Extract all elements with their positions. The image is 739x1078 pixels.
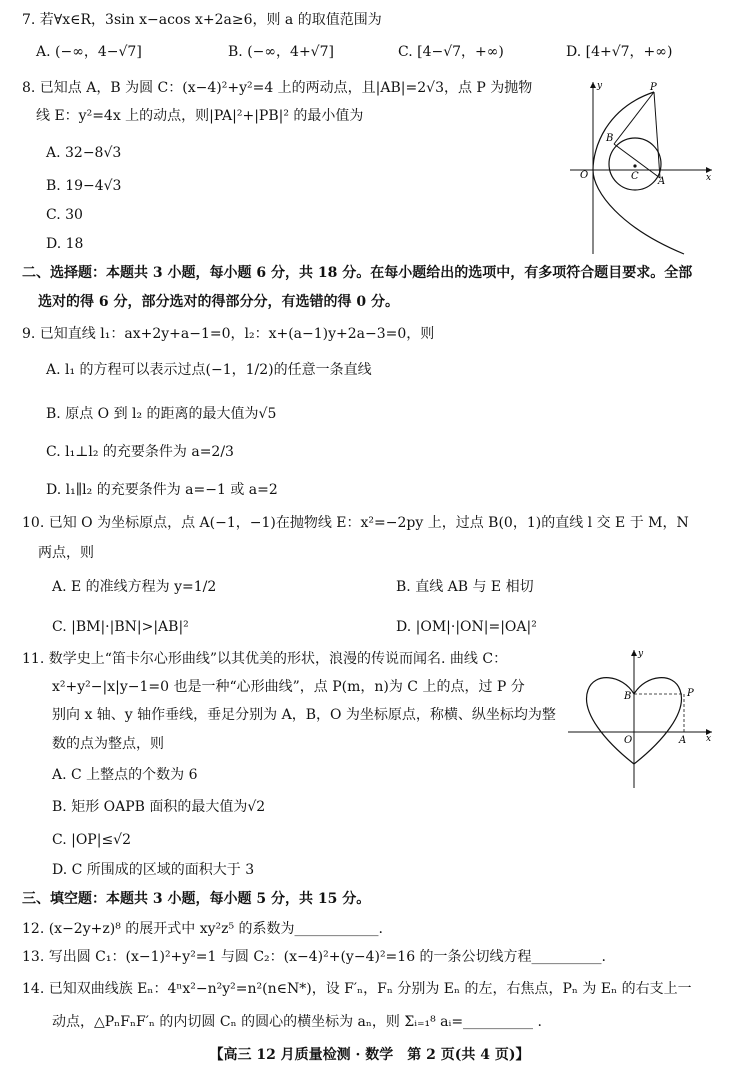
- q8-label-b: B: [606, 133, 614, 144]
- q8-label-a: A: [658, 176, 666, 187]
- q14-stem-line2: 动点，△PₙFₙF′ₙ 的内切圆 Cₙ 的圆心的横坐标为 aₙ，则 Σᵢ₌₁⁸ aᵢ=__________ .: [52, 1014, 542, 1030]
- q10-option-a: A. E 的准线方程为 y=1/2: [52, 579, 217, 595]
- q8-label-x: x: [706, 173, 712, 183]
- q8-label-c: C: [631, 171, 639, 182]
- q11-option-b: B. 矩形 OAPB 面积的最大值为√2: [52, 799, 266, 815]
- q7-option-a: A. (−∞，4−√7]: [36, 44, 142, 60]
- q11-option-d: D. C 所围成的区域的面积大于 3: [52, 862, 255, 878]
- page-footer: 【高三 12 月质量检测 · 数学 第 2 页(共 4 页)】: [209, 1047, 530, 1063]
- q11-stem-line1: 11. 数学史上“笛卡尔心形曲线”以其优美的形状，浪漫的传说而闻名. 曲线 C：: [22, 651, 508, 667]
- q7-option-c: C. [4−√7，+∞): [398, 44, 504, 60]
- q14-stem-line1: 14. 已知双曲线族 Eₙ：4ⁿx²−n²y²=n²(n∈N*)，设 F′ₙ，Fₙ 分别为 Eₙ 的左，右焦点，Pₙ 为 Eₙ 的右支上一: [22, 981, 692, 997]
- q8-label-y: y: [597, 81, 603, 91]
- q10-stem-line1: 10. 已知 O 为坐标原点，点 A(−1，−1)在抛物线 E：x²=−2py 上，过点 B(0，1)的直线 l 交 E 于 M，N: [22, 515, 689, 531]
- section2-heading-line2: 选对的得 6 分，部分选对的得部分分，有选错的得 0 分。: [38, 294, 399, 310]
- q8-label-o: O: [580, 170, 589, 181]
- q11-option-a: A. C 上整点的个数为 6: [52, 767, 198, 783]
- q8-y-axis-arrow: [590, 82, 596, 88]
- q8-segment-pa: [654, 92, 660, 178]
- q11-label-y: y: [638, 649, 644, 659]
- section2-heading-line1: 二、选择题：本题共 3 小题，每小题 6 分，共 18 分。在每小题给出的选项中，有多项符合题目要求。全部: [22, 265, 693, 281]
- q11-y-axis-arrow: [631, 650, 637, 656]
- q9-option-d: D. l₁∥l₂ 的充要条件为 a=−1 或 a=2: [46, 482, 278, 498]
- q10-option-b: B. 直线 AB 与 E 相切: [396, 579, 534, 595]
- q12-stem: 12. (x−2y+z)⁸ 的展开式中 xy²z⁵ 的系数为____________.: [22, 921, 384, 937]
- q11-option-c: C. |OP|≤√2: [52, 832, 132, 848]
- q9-option-b: B. 原点 O 到 l₂ 的距离的最大值为√5: [46, 406, 277, 422]
- q8-center-point: [633, 164, 636, 167]
- q11-label-b: B: [624, 691, 632, 702]
- q9-stem: 9. 已知直线 l₁：ax+2y+a−1=0，l₂：x+(a−1)y+2a−3=0，则: [22, 326, 435, 342]
- q11-label-o: O: [624, 735, 633, 746]
- q8-parabola-circle-figure: [566, 78, 716, 258]
- q9-option-a: A. l₁ 的方程可以表示过点(−1，1/2)的任意一条直线: [46, 362, 372, 378]
- q8-stem-line2: 线 E：y²=4x 上的动点，则|PA|²+|PB|² 的最小值为: [36, 108, 364, 124]
- q11-heart-curve-figure: [566, 646, 716, 790]
- q8-stem-line1: 8. 已知点 A，B 为圆 C：(x−4)²+y²=4 上的两动点，且|AB|=2√3，点 P 为抛物: [22, 80, 533, 96]
- q8-label-p: P: [650, 82, 657, 93]
- q11-label-a: A: [679, 735, 687, 746]
- q11-label-x: x: [706, 734, 712, 744]
- q10-option-c: C. |BM|·|BN|>|AB|²: [52, 619, 189, 635]
- q11-stem-line2: x²+y²−|x|y−1=0 也是一种“心形曲线”，点 P(m，n)为 C 上的点，过 P 分: [52, 679, 525, 695]
- q8-segment-pb: [614, 92, 654, 144]
- q8-option-a: A. 32−8√3: [46, 145, 122, 161]
- q13-stem: 13. 写出圆 C₁：(x−1)²+y²=1 与圆 C₂：(x−4)²+(y−4)²=16 的一条公切线方程__________.: [22, 949, 607, 965]
- q11-stem-line4: 数的点为整点，则: [52, 736, 164, 752]
- q10-stem-line2: 两点，则: [38, 545, 94, 561]
- q9-option-c: C. l₁⊥l₂ 的充要条件为 a=2/3: [46, 444, 234, 460]
- q11-label-p: P: [687, 688, 694, 699]
- section3-heading: 三、填空题：本题共 3 小题，每小题 5 分，共 15 分。: [22, 891, 371, 907]
- q11-stem-line3: 别向 x 轴、y 轴作垂线，垂足分别为 A，B，O 为坐标原点，称横、纵坐标均为整: [52, 707, 556, 723]
- q7-stem: 7. 若∀x∈R，3sin x−acos x+2a≥6，则 a 的取值范围为: [22, 12, 382, 28]
- q8-option-b: B. 19−4√3: [46, 178, 122, 194]
- q8-option-d: D. 18: [46, 236, 84, 252]
- q10-option-d: D. |OM|·|ON|=|OA|²: [396, 619, 537, 635]
- q7-option-d: D. [4+√7，+∞): [566, 44, 673, 60]
- q8-option-c: C. 30: [46, 207, 83, 223]
- q7-option-b: B. (−∞，4+√7]: [228, 44, 334, 60]
